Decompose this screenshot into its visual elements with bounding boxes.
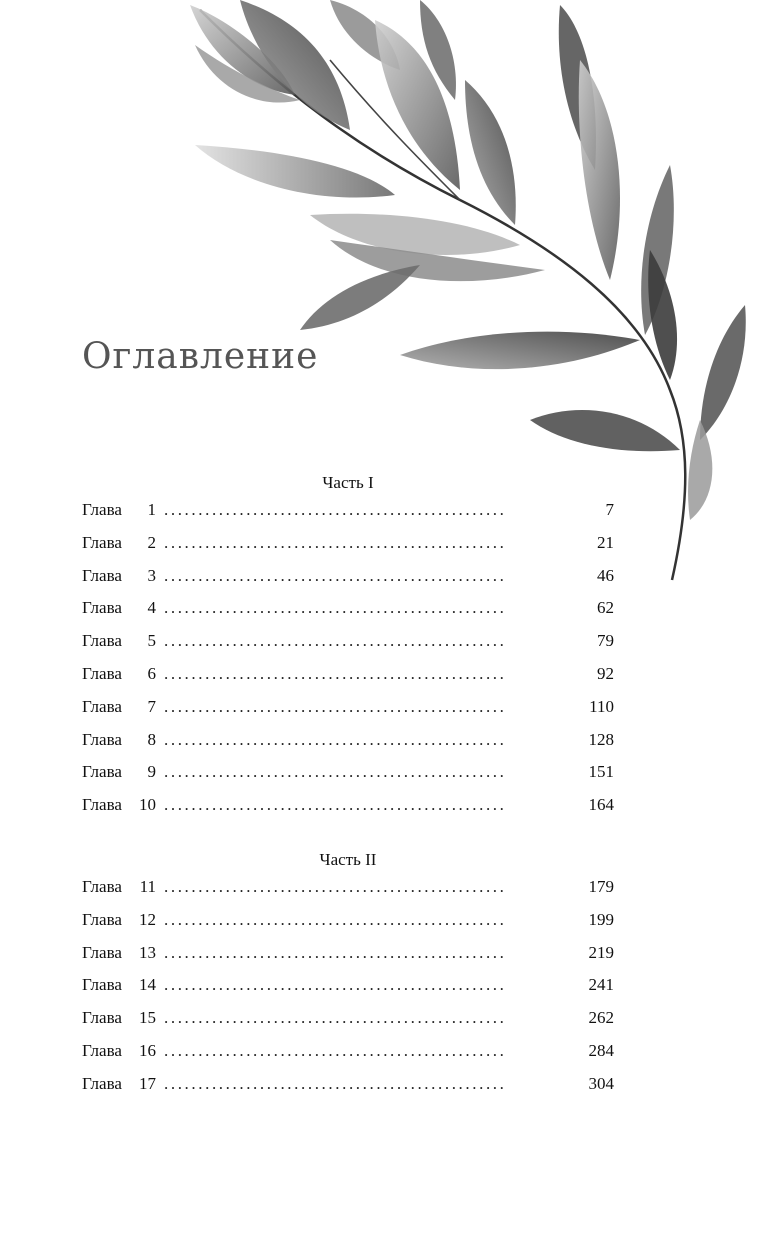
toc-entry[interactable] xyxy=(82,730,614,763)
chapter-label: Глава xyxy=(82,975,122,995)
page-number: 79 xyxy=(597,631,614,651)
leader-dots: .................................................. xyxy=(164,500,507,519)
page-number: 110 xyxy=(589,696,614,716)
chapter-number: 17 xyxy=(139,1073,156,1093)
toc-entry[interactable] xyxy=(82,631,614,664)
chapter-number: 6 xyxy=(147,663,156,683)
toc-entry[interactable] xyxy=(82,598,614,631)
leader-dots: .................................................. xyxy=(164,762,507,782)
toc-entry[interactable] xyxy=(82,664,614,697)
chapter-number: 14 xyxy=(139,975,156,995)
chapter-label: Глава xyxy=(82,877,122,896)
chapter-number: 9 xyxy=(147,762,156,782)
chapter-label: Глава xyxy=(82,696,122,716)
leader-dots: .................................................. xyxy=(164,975,507,995)
chapter-number: 16 xyxy=(139,1040,156,1060)
page-number: 179 xyxy=(588,877,614,896)
chapter-label: Глава xyxy=(82,729,122,749)
toc-entry[interactable] xyxy=(82,697,614,730)
toc-entry[interactable] xyxy=(82,795,614,828)
page-number: 46 xyxy=(597,565,614,585)
leader-dots: .................................................. xyxy=(164,942,507,962)
chapter-label: Глава xyxy=(82,565,122,585)
chapter-label: Глава xyxy=(82,762,122,782)
chapter-number: 3 xyxy=(147,565,156,585)
leader-dots: .................................................. xyxy=(164,1073,507,1093)
toc-entry[interactable] xyxy=(82,762,614,795)
page-number: 199 xyxy=(588,909,614,929)
toc-entry[interactable] xyxy=(82,533,614,566)
chapter-label: Глава xyxy=(82,795,122,815)
leader-dots: .................................................. xyxy=(164,598,507,618)
page-number: 128 xyxy=(588,729,614,749)
leader-dots: .................................................. xyxy=(164,631,507,651)
chapter-number: 5 xyxy=(147,631,156,651)
chapter-label: Глава xyxy=(82,942,122,962)
leader-dots: .................................................. xyxy=(164,909,507,929)
chapter-number: 12 xyxy=(139,909,156,929)
toc-entry[interactable] xyxy=(82,910,614,943)
chapter-number: 4 xyxy=(147,598,156,618)
chapter-label: Глава xyxy=(82,532,122,552)
chapter-label: Глава xyxy=(82,500,122,519)
page-number: 241 xyxy=(588,975,614,995)
page-number: 262 xyxy=(588,1008,614,1028)
leader-dots: .................................................. xyxy=(164,565,507,585)
page-number: 151 xyxy=(588,762,614,782)
toc-entry[interactable] xyxy=(82,943,614,976)
leader-dots: .................................................. xyxy=(164,795,507,815)
page-number: 219 xyxy=(588,942,614,962)
leader-dots: .................................................. xyxy=(164,877,507,896)
chapter-number: 11 xyxy=(139,877,156,896)
page-number: 62 xyxy=(597,598,614,618)
page-number: 21 xyxy=(597,532,614,552)
chapter-label: Глава xyxy=(82,1073,122,1093)
page-number: 7 xyxy=(605,500,614,519)
page-title: Оглавление xyxy=(82,336,319,377)
part-heading: Часть II xyxy=(319,850,377,869)
chapter-label: Глава xyxy=(82,1040,122,1060)
chapter-label: Глава xyxy=(82,909,122,929)
page-number: 284 xyxy=(588,1040,614,1060)
chapter-label: Глава xyxy=(82,663,122,683)
page-number: 304 xyxy=(588,1073,614,1093)
toc-list-part-1 xyxy=(82,500,614,828)
chapter-number: 2 xyxy=(147,532,156,552)
leader-dots: .................................................. xyxy=(164,663,507,683)
toc-entry[interactable] xyxy=(82,500,614,533)
toc-entry[interactable] xyxy=(82,566,614,599)
leader-dots: .................................................. xyxy=(164,532,507,552)
leader-dots: .................................................. xyxy=(164,1008,507,1028)
chapter-number: 15 xyxy=(139,1008,156,1028)
chapter-label: Глава xyxy=(82,631,122,651)
chapter-label: Глава xyxy=(82,598,122,618)
toc-entry[interactable] xyxy=(82,1041,614,1074)
toc-list-part-2 xyxy=(82,877,614,1107)
chapter-number: 1 xyxy=(147,500,156,519)
leader-dots: .................................................. xyxy=(164,1040,507,1060)
toc-entry[interactable] xyxy=(82,1008,614,1041)
leader-dots: .................................................. xyxy=(164,696,507,716)
chapter-label: Глава xyxy=(82,1008,122,1028)
toc-entry[interactable] xyxy=(82,877,614,910)
chapter-number: 8 xyxy=(147,729,156,749)
toc-entry[interactable] xyxy=(82,975,614,1008)
chapter-number: 7 xyxy=(147,696,156,716)
leader-dots: .................................................. xyxy=(164,729,507,749)
page-number: 164 xyxy=(588,795,614,815)
chapter-number: 10 xyxy=(139,795,156,815)
part-heading: Часть I xyxy=(322,473,374,492)
chapter-number: 13 xyxy=(139,942,156,962)
toc-entry[interactable] xyxy=(82,1074,614,1107)
page-number: 92 xyxy=(597,663,614,683)
